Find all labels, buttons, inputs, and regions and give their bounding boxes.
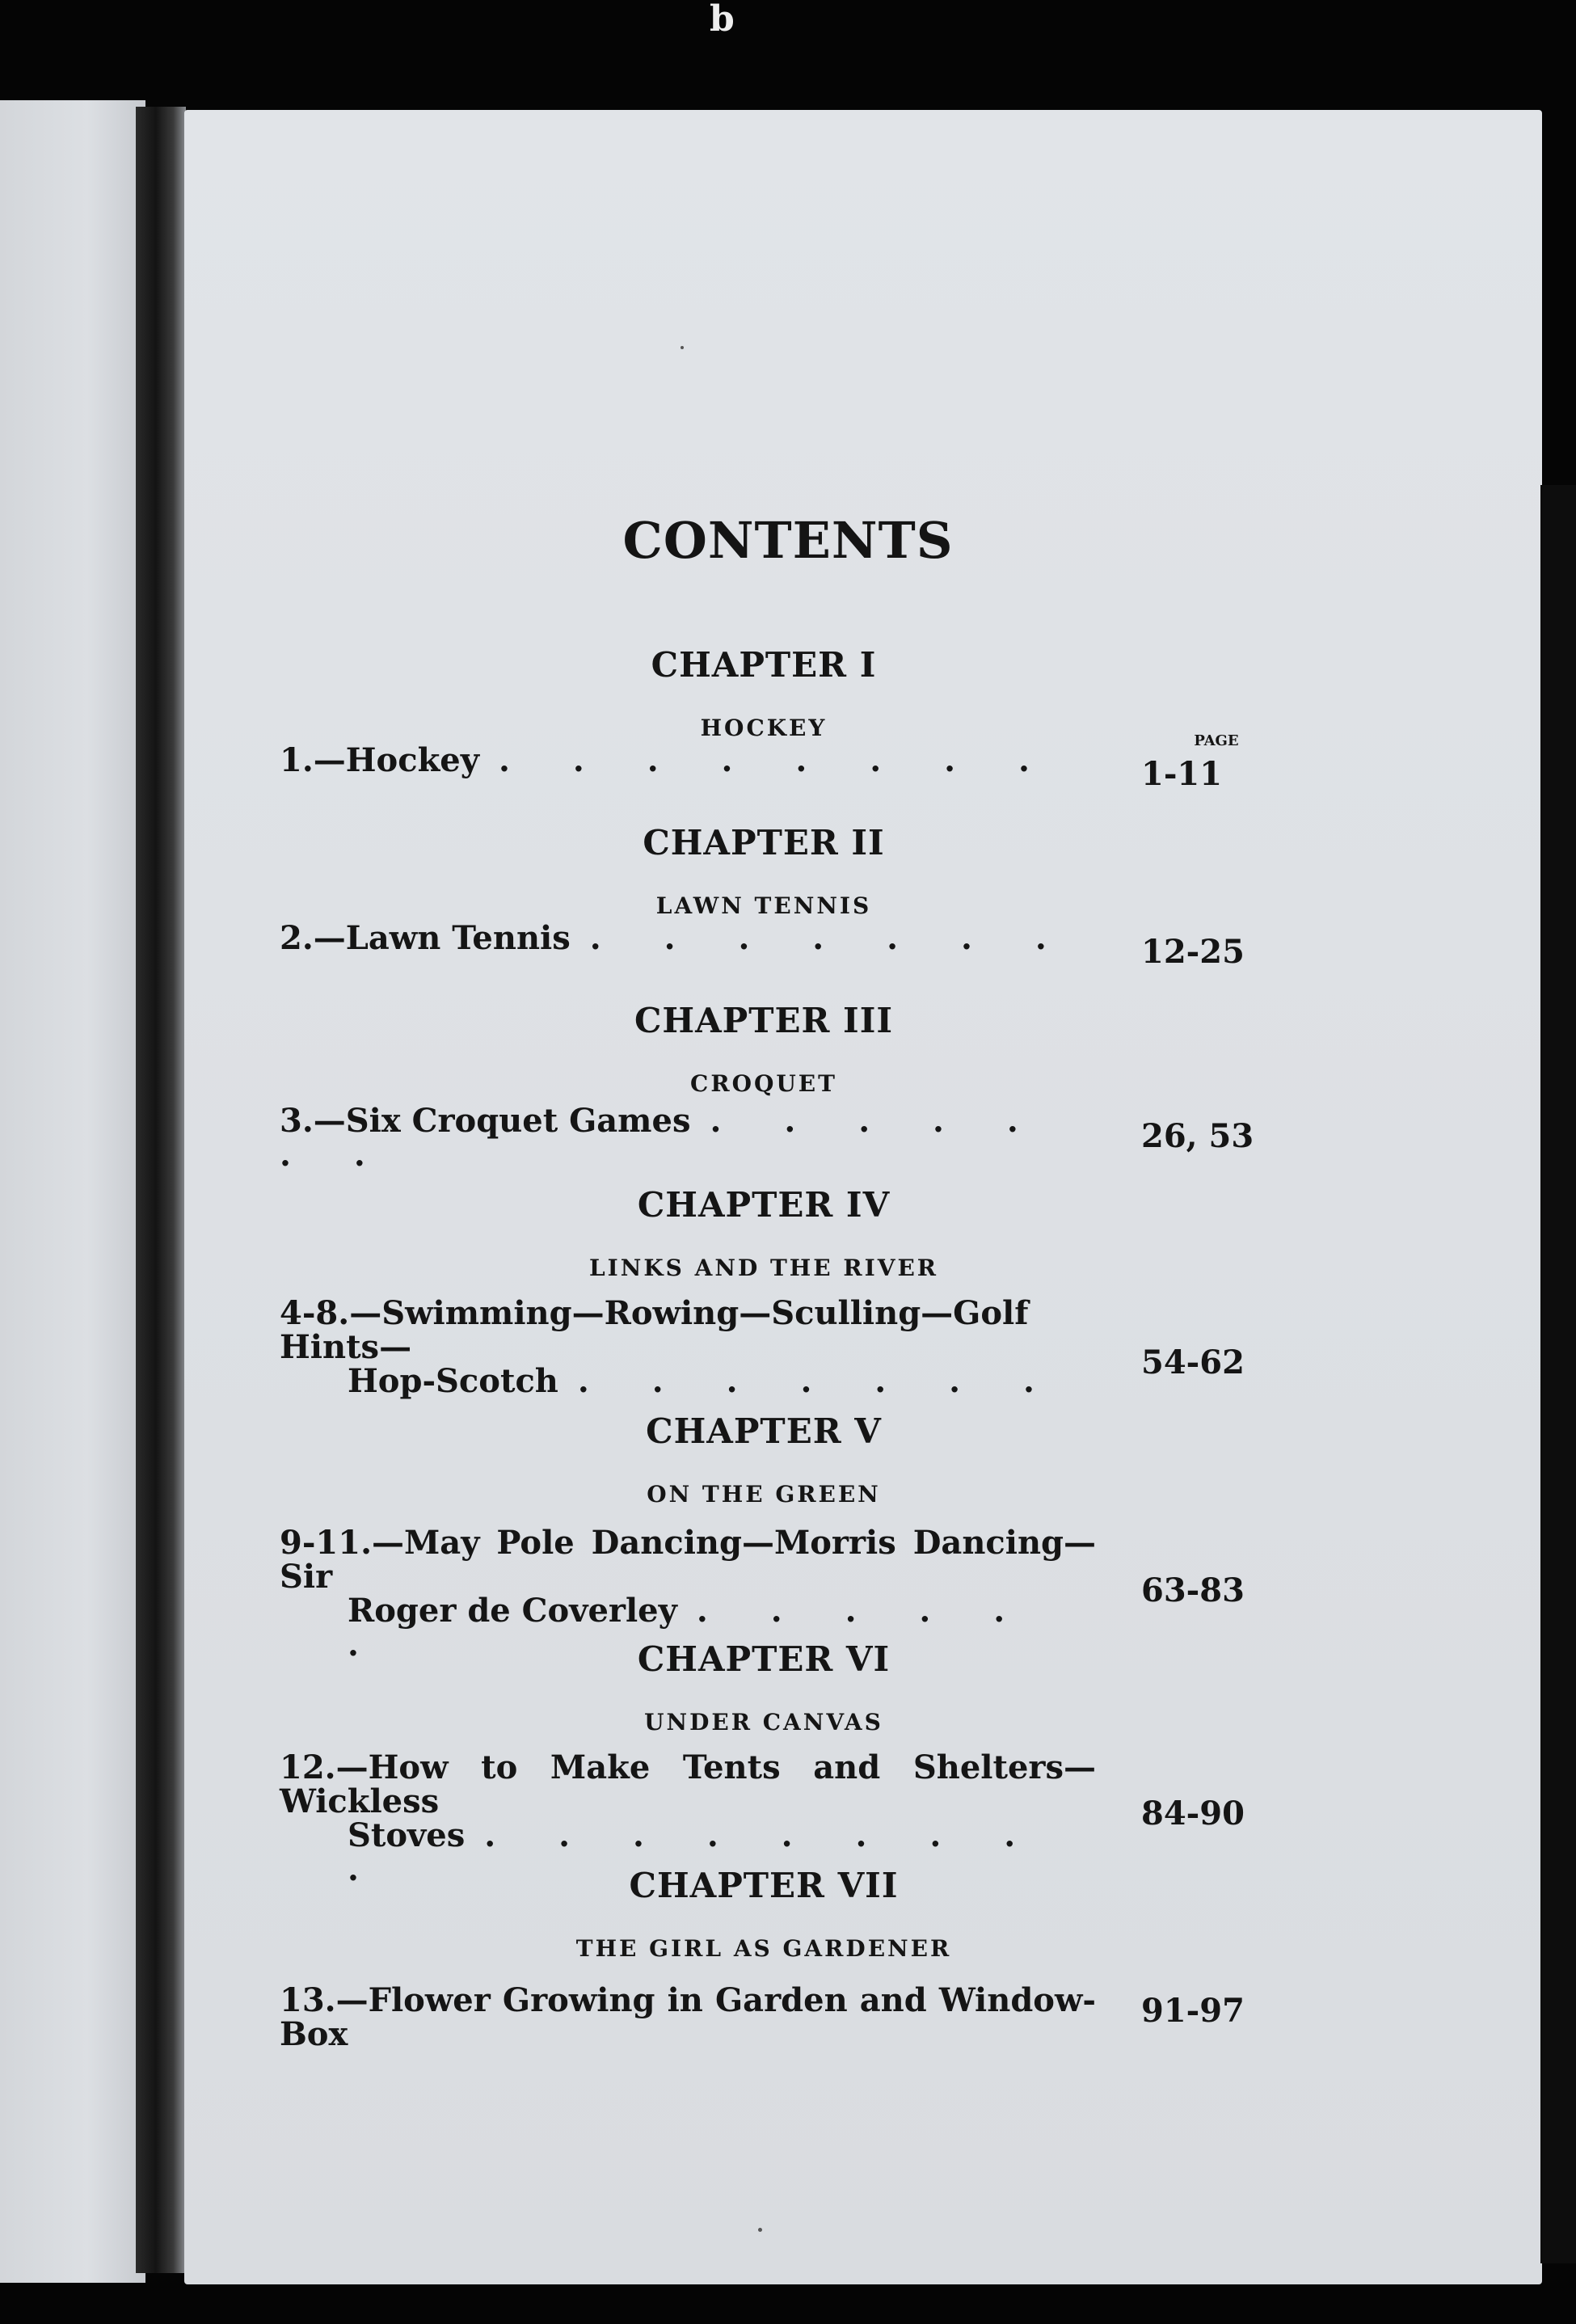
entry-text: 1.—Hockey (280, 741, 479, 779)
leader-dots: . . . . . . . (577, 1362, 1060, 1400)
chapter-subheading: UNDER CANVAS (644, 1709, 883, 1736)
chapter-heading: CHAPTER V (646, 1411, 882, 1451)
chapter-subheading: LINKS AND THE RIVER (588, 1255, 939, 1281)
chapter-heading: CHAPTER I (651, 645, 877, 685)
leader-dots: . . . . . . (348, 1592, 1031, 1664)
entry-text-line2: Stoves (348, 1816, 466, 1854)
page-range: 63-83 (1141, 1571, 1245, 1609)
page-title: CONTENTS (622, 511, 954, 570)
page-range: 26, 53 (1141, 1117, 1254, 1155)
toc-entry (280, 1981, 1096, 2053)
entry-text: 9-11.—May Pole Dancing—Morris Dancing—Sir (280, 1524, 1096, 1596)
entry-text: 13.—Flower Growing in Garden and Window-Box (280, 1981, 1096, 2053)
toc-entry (280, 919, 1096, 957)
chapter-subheading: LAWN TENNIS (655, 892, 872, 919)
chapter-subheading: ON THE GREEN (647, 1481, 881, 1508)
entry-text: 2.—Lawn Tennis (280, 919, 571, 957)
toc-entry (280, 1104, 1096, 1172)
page-range: 91-97 (1141, 1992, 1245, 2030)
toc-entry (280, 741, 1096, 779)
chapter-heading: CHAPTER VII (629, 1866, 899, 1905)
chapter-subheading: CROQUET (690, 1070, 837, 1097)
chapter-subheading: THE GIRL AS GARDENER (575, 1935, 952, 1962)
entry-continuation (280, 1364, 1096, 1398)
chapter-heading: CHAPTER IV (637, 1185, 891, 1225)
chapter-heading: CHAPTER III (634, 1001, 893, 1040)
chapter-subheading: HOCKEY (700, 715, 828, 741)
entry-text-line2: Roger de Coverley (348, 1592, 677, 1630)
toc-entry (280, 1294, 1096, 1400)
entry-text: 3.—Six Croquet Games (280, 1102, 691, 1140)
page-range: 54-62 (1141, 1343, 1245, 1381)
page-range: 1-11 (1141, 755, 1223, 793)
entry-text-line2: Hop-Scotch (348, 1362, 558, 1400)
leader-dots: . . . . . . . . (499, 741, 1056, 779)
entry-text: 12.—How to Make Tents and Shelters—Wickless (280, 1748, 1096, 1820)
page-range: 84-90 (1141, 1795, 1245, 1833)
leader-dots: . . . . . . . (280, 1102, 1044, 1174)
chapter-heading: CHAPTER VI (637, 1639, 891, 1679)
leader-dots: . . . . . . . (589, 919, 1072, 957)
chapter-heading: CHAPTER II (643, 823, 885, 863)
page-range: 12-25 (1141, 933, 1245, 971)
paper-speck (758, 2228, 762, 2232)
page-column-label: PAGE (1194, 732, 1239, 749)
entry-text: 4-8.—Swimming—Rowing—Sculling—Golf Hints— (280, 1294, 1029, 1366)
scan-mark: b (710, 0, 735, 40)
leader-dots: . . . . . . . . . (348, 1816, 1042, 1888)
paper-speck (681, 346, 684, 349)
